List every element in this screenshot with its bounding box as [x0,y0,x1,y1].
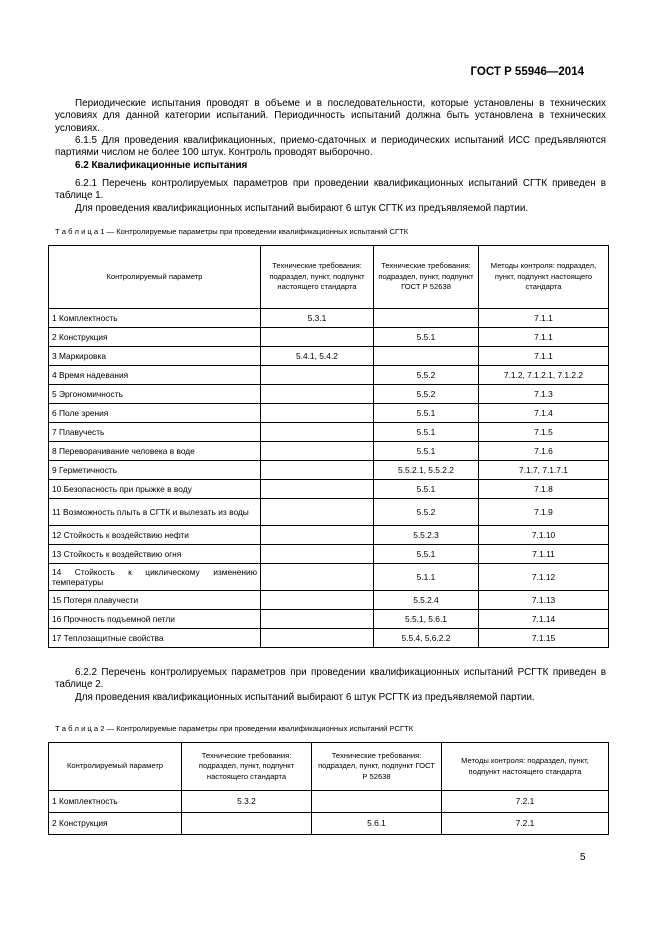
table1-cell: 5 Эргономичность [49,385,261,404]
table1-cell: 7.1.1 [479,347,609,366]
table-row [49,813,609,835]
table-row [49,461,609,480]
table1-cell: 15 Потеря плавучести [49,591,261,610]
table1-cell: 5.5.1, 5.6.1 [374,610,479,629]
table2-cell: 7.2.1 [442,791,609,813]
paragraph-6-2-1-sample: Для проведения квалификационных испытаний выбирают 6 штук СГТК из предъявляемой партии. [75,203,529,214]
table1-cell [261,591,374,610]
table1-cell [261,404,374,423]
table1-header-parameter: Контролируемый параметр [49,246,261,309]
table1-cell: 5.5.2 [374,499,479,526]
table1-cell: 5.5.1 [374,404,479,423]
paragraph-6-2-2: 6.2.2 Перечень контролируемых параметров при проведении квалификационных испытаний РСГТК приведен в таблице 2. [55,667,606,691]
table2-header-parameter: Контролируемый параметр [49,743,182,791]
table1-cell: 7.1.12 [479,564,609,591]
table1-cell: 7.1.9 [479,499,609,526]
table1-cell: 5.5.1 [374,423,479,442]
table1-cell: 5.5.1 [374,442,479,461]
paragraph-6-2-2-sample: Для проведения квалификационных испытаний выбирают 6 штук РСГТК из предъявляемой партии. [75,692,535,703]
table1-header-gost: Технические требования: подраздел, пункт, подпункт ГОСТ Р 52638 [374,246,479,309]
table-row [49,526,609,545]
table1-cell: 7.1.4 [479,404,609,423]
table1-cell: 13 Стойкость к воздействию огня [49,545,261,564]
table1-cell: 7.1.14 [479,610,609,629]
table1-cell: 7.1.15 [479,629,609,648]
table1-cell: 5.5.2 [374,366,479,385]
table1-cell [374,347,479,366]
table1-cell: 5.5.2.4 [374,591,479,610]
table2-cell [312,791,442,813]
table1-cell [261,499,374,526]
table-row [49,545,609,564]
table1-cell: 7.1.3 [479,385,609,404]
table2-header-gost: Технические требования: подраздел, пункт, подпункт ГОСТ Р 52638 [312,743,442,791]
table1-cell: 5.3.1 [261,309,374,328]
table-row [49,629,609,648]
table1-cell: 5.4.1, 5.4.2 [261,347,374,366]
table1-cell [261,423,374,442]
table1-cell: 7 Плавучесть [49,423,261,442]
table1-cell [261,385,374,404]
table1-cell [261,629,374,648]
table1-cell: 9 Герметичность [49,461,261,480]
table1-cell [261,328,374,347]
table-row [49,309,609,328]
table1-cell [374,309,479,328]
table1-cell: 7.1.1 [479,309,609,328]
table1-cell: 5.5.2 [374,385,479,404]
table-row [49,347,609,366]
document-header: ГОСТ Р 55946—2014 [470,66,584,78]
table2-header-standard: Технические требования: подраздел, пункт, подпункт настоящего стандарта [182,743,312,791]
table1-cell: 17 Теплозащитные свойства [49,629,261,648]
table-row [49,480,609,499]
table-row [49,404,609,423]
table-row [49,385,609,404]
table-row [49,791,609,813]
table-row [49,442,609,461]
table1-cell: 2 Конструкция [49,328,261,347]
table1-cell: 5.5.2.3 [374,526,479,545]
table1-header-standard: Технические требования: подраздел, пункт, подпункт настоящего стандарта [261,246,374,309]
table1-cell: 7.1.11 [479,545,609,564]
table1-cell: 1 Комплектность [49,309,261,328]
table2-caption: Т а б л и ц а 2 — Контролируемые параметры при проведении квалификационных испытаний РСГТК [55,724,414,733]
table1-cell: 7.1.7, 7.1.7.1 [479,461,609,480]
intro-paragraph-1: Периодические испытания проводят в объеме и в последовательности, которые установлены в технических условиях для данной категории испытаний. Периодичность испытаний должна быть установлена в технических условиях. [55,98,606,134]
table-1 [48,245,609,648]
table1-cell: 7.1.13 [479,591,609,610]
table1-cell: 7.1.2, 7.1.2.1, 7.1.2.2 [479,366,609,385]
table-row [49,591,609,610]
paragraph-6-2-1: 6.2.1 Перечень контролируемых параметров при проведении квалификационных испытаний СГТК приведен в таблице 1. [55,178,606,202]
table1-cell: 7.1.1 [479,328,609,347]
table-row [49,564,609,591]
table1-cell: 5.5.1 [374,328,479,347]
table1-cell [261,564,374,591]
table1-cell [261,366,374,385]
table1-cell: 5.5.4, 5.6.2.2 [374,629,479,648]
table1-cell [261,545,374,564]
section-title: 6.2 Квалификационные испытания [75,160,248,171]
table1-cell [261,461,374,480]
table1-cell: 6 Поле зрения [49,404,261,423]
table1-cell: 12 Стойкость к воздействию нефти [49,526,261,545]
table2-cell: 5.3.2 [182,791,312,813]
table1-caption: Т а б л и ц а 1 — Контролируемые параметры при проведении квалификационных испытаний СГТК [55,227,409,236]
intro-paragraph-2: 6.1.5 Для проведения квалификационных, приемо-сдаточных и периодических испытаний ИСС предъявляются партиями числом не более 100 штук. Контроль проводят выборочно. [55,135,606,159]
table2-cell: 5.6.1 [312,813,442,835]
table-row [49,366,609,385]
table1-cell: 3 Маркировка [49,347,261,366]
table1-cell: 14 Стойкость к циклическому изменению температуры [49,564,261,591]
table2-header-methods: Методы контроля: подраздел, пункт, подпункт настоящего стандарта [442,743,609,791]
table1-cell: 7.1.5 [479,423,609,442]
table2-cell [182,813,312,835]
table1-cell [261,610,374,629]
table1-cell: 5.1.1 [374,564,479,591]
page-number: 5 [580,852,586,863]
table1-cell [261,442,374,461]
table2-cell: 1 Комплектность [49,791,182,813]
table1-cell: 5.5.1 [374,480,479,499]
table1-cell: 5.5.2.1, 5.5.2.2 [374,461,479,480]
table1-header-methods: Методы контроля: подраздел, пункт, подпункт настоящего стандарта [479,246,609,309]
table2-cell: 2 Конструкция [49,813,182,835]
table1-cell: 8 Переворачивание человека в воде [49,442,261,461]
table1-cell: 11 Возможность плыть в СГТК и вылезать из воды [49,499,261,526]
table-row [49,423,609,442]
table-row [49,610,609,629]
table1-cell: 4 Время надевания [49,366,261,385]
table1-cell: 10 Безопасность при прыжке в воду [49,480,261,499]
table1-cell: 7.1.10 [479,526,609,545]
table1-cell: 7.1.6 [479,442,609,461]
table-row [49,499,609,526]
table1-cell: 16 Прочность подъемной петли [49,610,261,629]
table1-cell: 7.1.8 [479,480,609,499]
table-row [49,328,609,347]
table1-cell: 5.5.1 [374,545,479,564]
table1-cell [261,480,374,499]
table-2 [48,742,609,835]
table1-cell [261,526,374,545]
table2-cell: 7.2.1 [442,813,609,835]
